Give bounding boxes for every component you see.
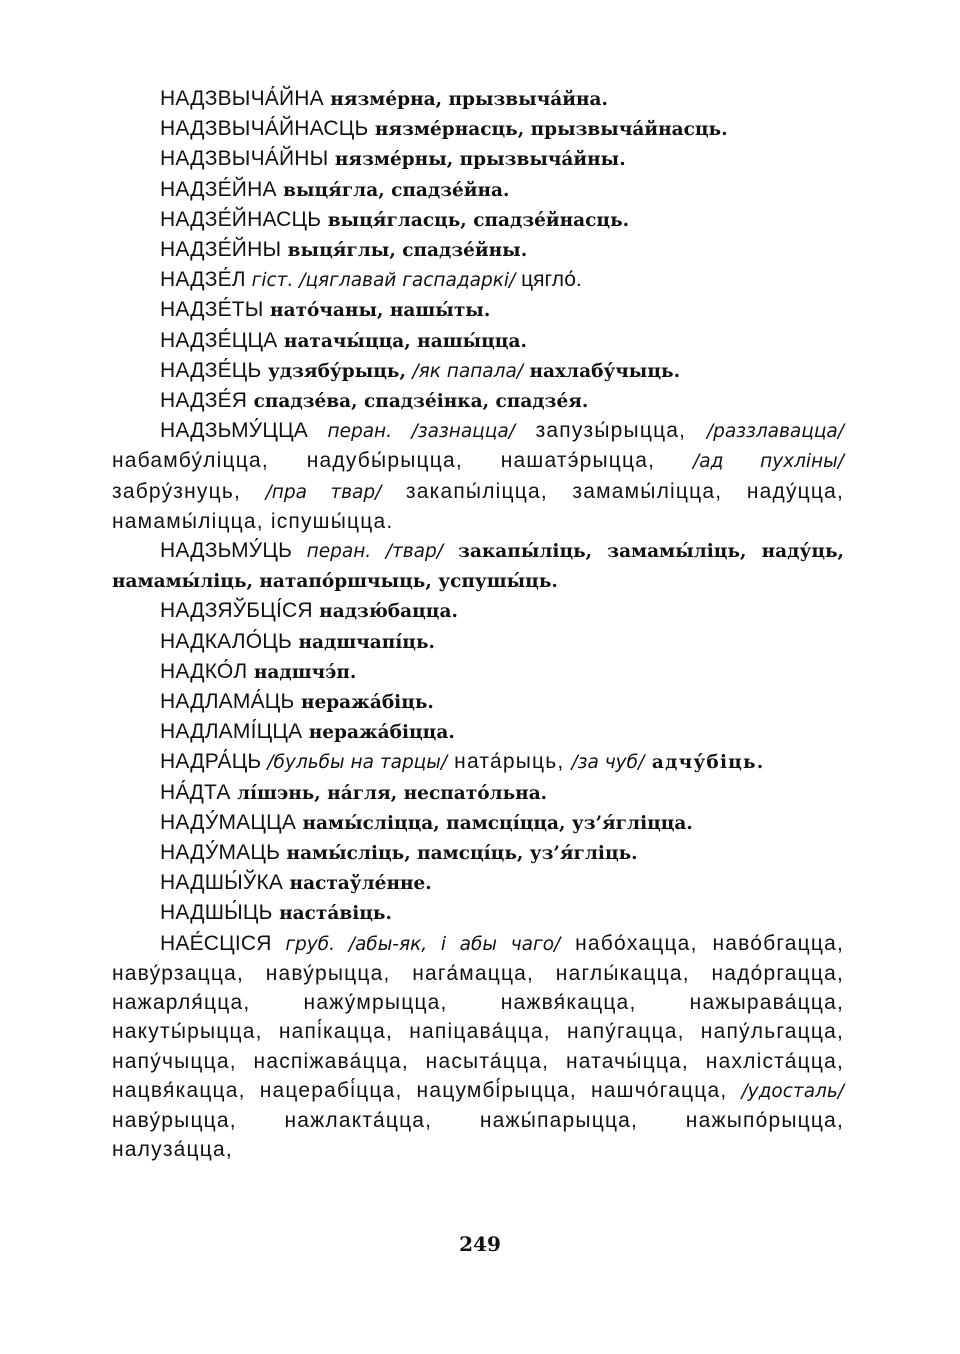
synonyms: надшчэ́п. — [247, 661, 357, 683]
synonyms: намы́сліцца, памсці́цца, уз’я́гліцца. — [296, 812, 693, 834]
synonyms: набо́хацца, наво́бгацца, наву́рзацца, наву́рыцца, нага́мацца, наглы́кацца, надо́ргацца, нажарля́цца, нажу́мрыцца, нажвя́кацца, нажырава́цца, накуты́рыцца, напі́кацца, напіцава́цца, напу́гацца, напу́льгацца, напу́чыцца, наспіжава́цца, насыта́цца, натачы́цца, нахліста́цца, нацвя́кацца, нацерабі́цца, нацумбі́рыцца, нашчо́гацца, — [112, 931, 844, 1102]
dictionary-entry — [112, 265, 844, 295]
headword: НАДЗЕ́ТЫ — [160, 298, 264, 322]
headword: НАДЗЕ́Я — [160, 389, 248, 413]
dictionary-entry — [112, 356, 844, 386]
usage-note: перан. /зазнацца/ — [308, 421, 515, 443]
dictionary-entry — [112, 386, 844, 416]
dictionary-entry — [112, 596, 844, 626]
synonyms: спадзе́ва, спадзе́інка, спадзе́я. — [247, 391, 589, 413]
dictionary-entry — [112, 687, 844, 717]
synonyms: неража́біцца. — [302, 722, 455, 744]
usage-note: /раззлавацца/ — [706, 421, 844, 443]
headword: НАДКАЛО́ЦЬ — [160, 629, 293, 653]
headword: НАДЗЕ́ЦЦА — [160, 328, 278, 352]
synonyms: закапы́ліць, замамы́ліць, наду́ць, намамы́ліць, натапо́ршчыць, успушы́ць. — [112, 541, 844, 593]
synonyms: адчу́біць. — [644, 752, 765, 774]
synonyms: лі́шэнь, на́гля, неспато́льна. — [230, 782, 548, 804]
headword: НАДЗВЫЧА́ЙНЫ — [160, 147, 329, 171]
dictionary-entry — [112, 175, 844, 205]
synonyms: нязме́рны, прызвыча́йны. — [328, 149, 626, 171]
page-number: 249 — [459, 1232, 501, 1256]
dictionary-entry — [112, 778, 844, 808]
headword: НАДЗЕ́ЙНА — [160, 177, 277, 201]
synonyms: намы́сліць, памсці́ць, уз’я́гліць. — [280, 843, 638, 865]
synonyms: выця́гласць, спадзе́йнасць. — [321, 209, 630, 231]
synonyms: цягло́. — [515, 268, 582, 292]
synonyms: запузы́рыцца, — [514, 419, 707, 443]
synonyms: нато́чаны, нашы́ты. — [263, 300, 491, 322]
usage-note: /за чуб/ — [571, 752, 645, 774]
headword: НА́ДТА — [160, 780, 231, 804]
usage-note: /як папала/ — [412, 360, 524, 382]
headword: НАДКО́Л — [160, 659, 248, 683]
dictionary-entry — [112, 808, 844, 838]
headword: НАЕ́СЦІСЯ — [160, 931, 272, 955]
dictionary-entry — [112, 868, 844, 898]
synonyms: надзю́бацца. — [312, 601, 458, 623]
usage-note: гіст. /цяглавай гаспадаркі/ — [245, 270, 516, 292]
headword: НАДУ́МАЦЦА — [160, 810, 297, 834]
headword: НАДЗВЫЧА́ЙНАСЦЬ — [160, 117, 369, 141]
synonyms: натачы́цца, нашы́цца. — [277, 330, 527, 352]
dictionary-entry — [112, 929, 844, 1165]
synonyms: ната́рыць, — [447, 750, 572, 774]
dictionary-entry — [112, 205, 844, 235]
usage-note: /пра твар/ — [265, 481, 382, 503]
synonyms: настаўле́нне. — [283, 873, 432, 895]
synonyms: выця́гла, спадзе́йна. — [276, 179, 510, 201]
dictionary-entry — [112, 295, 844, 325]
headword: НАДЗЬМУ́ЦЦА — [160, 419, 309, 443]
headword: НАДШЫ́ЦЬ — [160, 901, 273, 925]
usage-note: перан. /твар/ — [292, 541, 443, 563]
dictionary-entry — [112, 657, 844, 687]
synonyms: удзябу́рыць, — [261, 360, 413, 382]
headword: НАДЛАМА́ЦЬ — [160, 690, 295, 714]
synonyms: выця́глы, спадзе́йны. — [281, 240, 528, 262]
dictionary-entry — [112, 235, 844, 265]
dictionary-entry — [112, 717, 844, 747]
dictionary-page — [112, 84, 844, 1164]
synonyms: набамбу́ліцца, надубы́рыцца, нашатэ́рыцца, — [112, 449, 694, 473]
usage-note: /удосталь/ — [741, 1080, 844, 1102]
dictionary-entry — [112, 747, 844, 777]
headword: НАДЛАМІ́ЦЦА — [160, 720, 303, 744]
headword: НАДРА́ЦЬ — [160, 750, 262, 774]
dictionary-entry — [112, 416, 844, 536]
usage-note: /бульбы на тарцы/ — [261, 752, 448, 774]
headword: НАДЗЕ́ЙНАСЦЬ — [160, 207, 322, 231]
dictionary-entry — [112, 84, 844, 114]
synonyms: нязме́рна, прызвыча́йна. — [323, 89, 608, 110]
dictionary-entry — [112, 536, 844, 596]
dictionary-entry — [112, 627, 844, 657]
dictionary-entry — [112, 326, 844, 356]
headword: НАДЗВЫЧА́ЙНА — [160, 87, 324, 110]
dictionary-entry — [112, 144, 844, 174]
usage-note: /ад пухліны/ — [693, 451, 844, 473]
dictionary-entry — [112, 898, 844, 928]
synonyms: нахлабу́чыць. — [523, 360, 681, 382]
dictionary-entry — [112, 114, 844, 144]
synonyms: наста́віць. — [272, 903, 392, 925]
headword: НАДЗЕ́ЦЬ — [160, 358, 262, 382]
synonyms: забру́знуць, — [112, 479, 266, 503]
synonyms: наву́рыцца, нажлакта́цца, нажы́парыцца, нажыпо́рыцца, налуза́цца, — [112, 1108, 844, 1162]
headword: НАДЗЬМУ́ЦЬ — [160, 539, 293, 563]
headword: НАДУ́МАЦЬ — [160, 841, 281, 865]
headword: НАДШЫ́ЎКА — [160, 871, 284, 895]
headword: НАДЗЯЎБЦІ́СЯ — [160, 599, 313, 623]
usage-note: груб. /абы-як, і абы чаго/ — [271, 933, 561, 955]
synonyms: нязме́рнасць, прызвыча́йнасць. — [368, 119, 728, 141]
headword: НАДЗЕ́Л — [160, 268, 246, 292]
synonyms: закапы́ліцца, замамы́ліцца, наду́цца, намамы́ліцца, іспушы́цца. — [112, 479, 845, 533]
headword: НАДЗЕ́ЙНЫ — [160, 238, 282, 262]
dictionary-entry — [112, 838, 844, 868]
synonyms: надшчапі́ць. — [292, 631, 435, 653]
synonyms: неража́біць. — [294, 692, 434, 714]
